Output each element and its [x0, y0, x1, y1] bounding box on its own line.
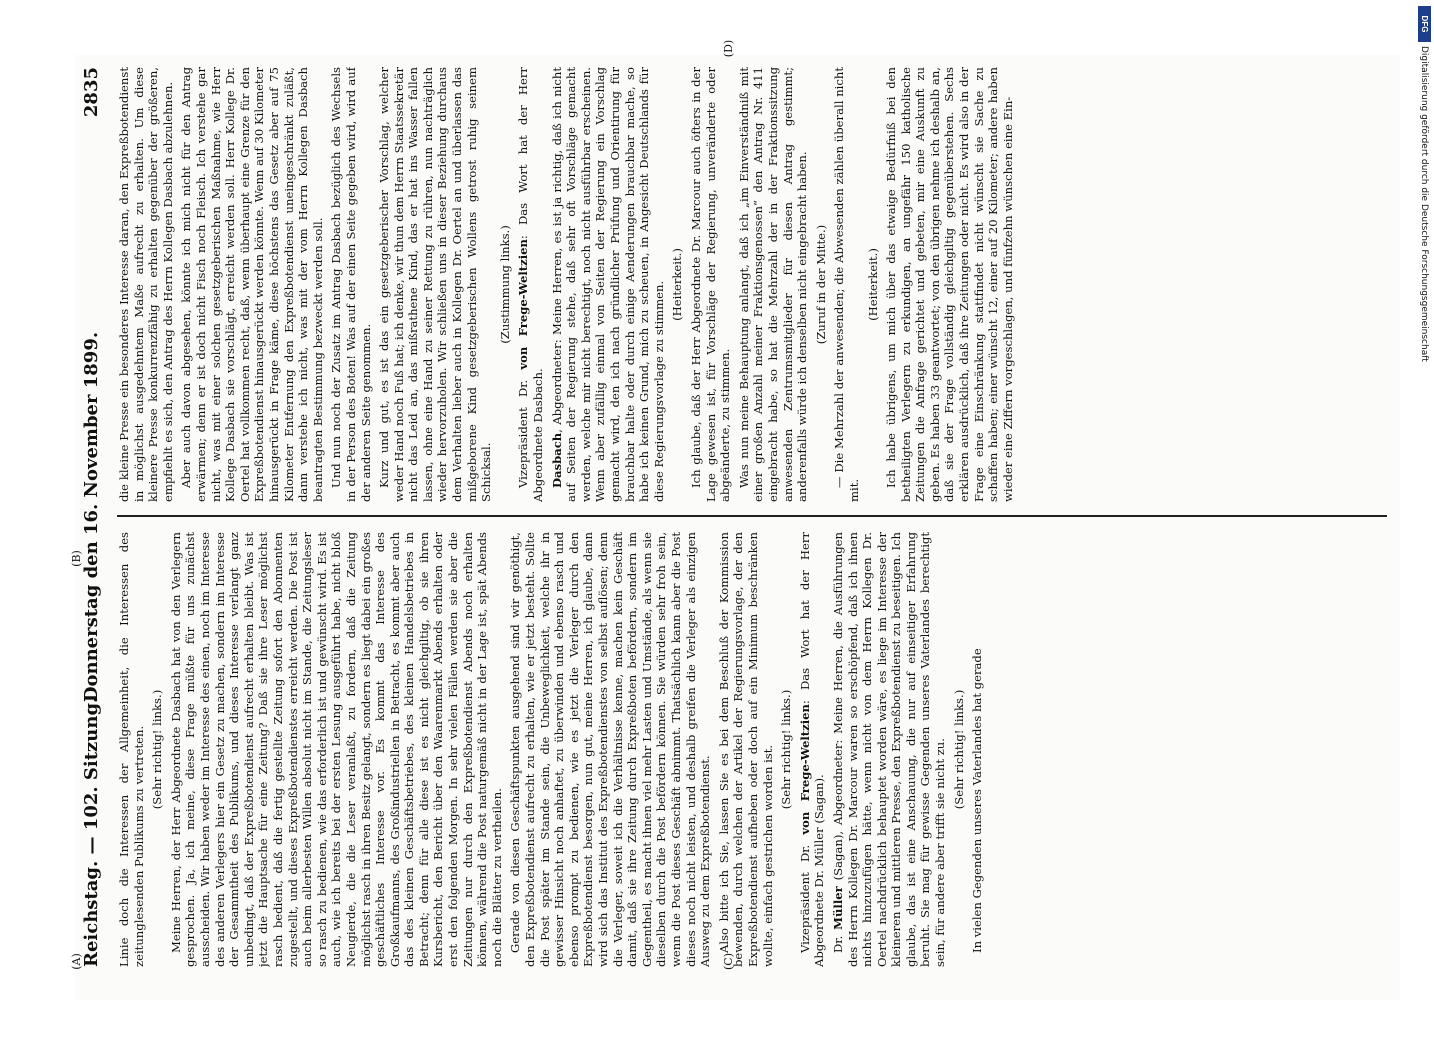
paragraph: (Zuruf in der Mitte.): [813, 224, 828, 345]
margin-marker-a: (A): [69, 953, 83, 970]
paragraph: Linie doch die Interessen der Allgemeinheit, die Interessen des zeitunglesenden Publikums zu vertreten.: [117, 532, 146, 967]
paragraph: (Sehr richtig! links.): [951, 689, 966, 810]
paragraph: (Heiterkeit.): [865, 248, 880, 321]
paragraph: Ich habe übrigens, um mich über das etwaige Bedürfniß bei den betheiligten Verlegern zu erkundigen, an ungefähr 150 katholische Zeitungen die Anfrage gerichtet und gebeten, mir eine Auskunft zu geben. Es haben 33 geantwortet; von den übrigen nehme ich deshalb an, daß sie der Frage vollständig gleichgiltig gegenüberstehen. Sechs erklären ausdrücklich, daß ihre Zeitungen oder nicht. Es wird also in der Frage eine Einschränkung stattfindet nicht wünscht sie Sache zu schaffen haben; einer wünscht 12, einer auf 20 Kilometer; andere haben wieder eine Ziffern vorgeschlagen, und fünfzehn wünschen eine Ein-: [884, 67, 1015, 502]
text-columns: [117, 67, 1387, 967]
paragraph: Also bitte ich Sie, lassen Sie es bei dem Beschluß der Kommission bewenden, durch welchen der Artikel der Regierungsvorlage, der den Expreßbotendienst aufheben oder doch auf ein Minimum beschränken wollte, einfach gestrichen worden ist.: [716, 532, 775, 967]
margin-marker-d: (D): [722, 39, 736, 58]
paragraph: Meine Herren, der Herr Abgeordnete Dasbach hat von den Verlegern gesprochen. Ja, ich meine, diese Frage müßte für uns zunächst ausscheiden. Wir haben weder im Interesse des einen, noch im Interesse des anderen Verlegers hier ein Gesetz zu machen, sondern im Interesse der Gesammtheit des Publikums, und dieses Interesse verlangt ganz unbedingt, daß der Expreßbotendienst aufrecht erhalten bleibt. Was ist jetzt die Hauptsache für eine Zeitung? Daß sie ihre Leser möglichst rasch bedient, daß die fertig gestellte Zeitung sofort den Abonnenten zugestellt, und dieses Expreßbotendienstes erreicht werden. Die Post ist auch beim allerbesten Willen absolut nicht im Stande, die Zeitungsleser so rasch zu bedienen, wie das erforderlich ist und gewünscht wird. Es ist auch, wie ich bereits bei der ersten Lesung ausgeführt habe, nicht bloß Neugierde, die die Leser veranlaßt, zu fordern, daß die Zeitung möglichst rasch in ihren Besitz gelangt, sondern es liegt dabei ein großes geschäftliches Interesse vor. Es kommt das Interesse des Großkaufmanns, des Großindustriellen in Betracht, es kommt aber auch das des kleinen Geschäftsbetriebes, des kleinen Handelsbetriebes in Betracht; denn für alle diese ist es nicht gleichgiltig, ob sie ihren Kursbericht, den Bericht über den Waarenmarkt Abends erhalten oder erst den folgenden Morgen. In sehr vielen Fällen werden sie aber die Zeitungen nur durch den Expreßbotendienst Abends noch erhalten können, während die Post naturgemäß nicht in der Lage ist, spät Abends noch die Blätter zu vertheilen.: [168, 532, 504, 967]
right-column: [117, 67, 1387, 502]
paragraph: Vizepräsident Dr. von Frege-Weltzien: Das Wort hat der Herr Abgeordnete Dasbach.: [516, 67, 546, 502]
paragraph: Kurz und gut, es ist das ein gesetzgeberischer Vorschlag, welcher weder Hand noch Fuß hat; ich denke, wir thun dem Herrn Staatssekretär nicht das Leid an, das mißrathene Kind, das er hat ins Wasser fallen lassen, ohne eine Hand zu seiner Rettung zu rühren, nun nachträglich wieder hervorzuholen. Wir schließen uns in dieser Beziehung durchaus dem Verhalten lieber auch in Kollegen Dr. Oertel an und überlassen das mißgeborene Kind gesetzgeberischen Wollens getrost ruhig seinem Schicksal.: [377, 67, 494, 502]
paragraph: die kleine Presse ein besonderes Interesse daran, den Expreßbotendienst in möglichst ausgedehntem Maße aufrecht zu erhalten. Um diese kleinere Presse konkurrenzfähig zu erhalten gegenüber der größeren, empfiehlt es sich, den Antrag des Herrn Kollegen Dasbach abzulehnen.: [117, 67, 175, 502]
header-date: Donnerstag den 16. November 1899.: [81, 331, 102, 703]
paragraph: Gerade von diesen Geschäftspunkten ausgehend sind wir genöthigt, den Expreßbotendienst aufrecht zu erhalten, wie er jetzt besteht. Sollte die Post später im Stande sein, die Unbeweglichkeit, welche ihr in gewisser Hinsicht noch anhaftet, zu überwinden und ebenso rasch und ebenso prompt zu bedienen, wie es jetzt die Verleger durch den Expreßbotendienst besorgen, nun gut, meine Herren, ich glaube, dann wird sich das Institut des Expreßbotendienstes von selbst auflösen; denn die Verleger, soweit ich die Verhältnisse kenne, machen kein Geschäft damit, daß sie ihre Zeitung durch Expreßboten befördern, sondern im Gegentheil, es macht ihnen viel mehr Lasten und Umstände, als wenn sie dieselben durch die Post befördern können. Sie würden sehr froh sein, wenn die Post dieses Geschäft abnimmt. Thatsächlich kann aber die Post dieses noch nicht leisten, und deshalb greifen die Verleger als einzigen Ausweg zu dem Expreßbotendienst.: [508, 532, 713, 967]
scanned-page: [75, 55, 1400, 1000]
page-number: 2835: [81, 67, 102, 118]
paragraph: Ich glaube, daß der Herr Abgeordnete Dr. Marcour auch öfters in der Lage gewesen ist, für Vorschläge der Regierung, unveränderte oder abgeänderte, zu stimmen.: [688, 67, 733, 502]
paragraph: In vielen Gegenden unseres Vaterlandes hat gerade: [970, 648, 985, 953]
paragraph: (Zustimmung links.): [497, 225, 512, 344]
paragraph: Vizepräsident Dr. von Frege-Weltzien: Das Wort hat der Herr Abgeordnete Dr. Müller (Sagan).: [797, 532, 827, 967]
paragraph: Dasbach, Abgeordneter: Meine Herren, es ist ja richtig, daß ich nicht auf Seiten der Regierung stehe, daß sehr oft Vorschläge gemacht werden, welche mir nicht berechtigt, noch nicht ausführbar erscheinen. Wenn aber zufällig einmal von Seiten der Regierung ein Vorschlag gemacht wird, den ich nach gründlicher Prüfung und Orientirung für brauchbar halte oder durch einige Aenderungen brauchbar mache, so habe ich keinen Grund, mich zu scheuen, in Angesicht Deutschlands für diese Regierungsvorlage zu stimmen.: [549, 67, 666, 502]
digitization-credit: Digitalisierung gefördert durch die Deutsche Forschungsgemeinschaft: [1419, 46, 1429, 362]
paragraph: (Sehr richtig! links.): [779, 689, 794, 810]
left-column: [117, 532, 1387, 967]
rotated-sheet: [75, 55, 1400, 985]
dfg-logo: DFG: [1418, 6, 1431, 42]
header-left: Reichstag. — 102. Sitzung.: [81, 696, 102, 967]
paragraph: Was nun meine Behauptung anlangt, daß ich „im Einverständniß mit einer großen Anzahl meiner Fraktionsgenossen“ den Antrag Nr. 411 eingebracht habe, so hat die Mehrzahl der in der Fraktionssitzung anwesenden Zentrumsmitglieder für diesen Antrag gestimmt; anderenfalls würde ich denselben nicht eingebracht haben.: [736, 67, 810, 502]
page-header: [75, 67, 115, 967]
paragraph: Dr. Müller (Sagan), Abgeordneter: Meine Herren, die Ausführungen des Herrn Kollegen Dr. Marcour waren so erschöpfend, daß ich ihnen nichts hinzuzufügen hätte, wenn nicht von dem Herrn Kollegen Dr. Oertel nachdrücklich behauptet worden wäre, es liege im Interesse der kleineren und mittleren Presse, den Expreßbotendienst zu beseitigen. Ich glaube, das ist eine Anschauung, die nur auf einseitiger Erfahrung beruht. Sie mag für gewisse Gegenden unseres Vaterlandes berechtigt sein, für andere aber trifft sie nicht zu.: [830, 532, 948, 967]
margin-marker-c: (C): [722, 953, 735, 970]
paragraph: Aber auch davon abgesehen, könnte ich mich nicht für den Antrag erwärmen; denn er ist doch nicht Fisch noch Fleisch. Ich verstehe gar nicht, was mit einer solchen gesetzgeberischen Maßnahme, wie Herr Kollege Dasbach sie vorschlägt, erreicht werden soll. Herr Kollege Dr. Oertel hat vollkommen recht, daß, wenn überhaupt eine Grenze für den Expreßbotendienst hinausgerückt werden könnte. Wenn auf 30 Kilometer hinausgerückt in Frage käme, diese höchstens das Gesetz aber auf 75 Kilometer Entfernung den Expreßbotendienst uneingeschränkt zuläßt, dann verstehe ich nicht, was mit der vom Herrn Kollegen Dasbach beantragten Bestimmung bezweckt werden soll.: [179, 67, 325, 502]
paragraph: (Heiterkeit.): [670, 248, 685, 321]
margin-marker-b: (B): [69, 550, 83, 567]
paragraph: Und nun noch der Zusatz im Antrag Dasbach bezüglich des Wechsels in der Person des Boten! Was auf der einen Seite gegeben wird, wird auf der anderen Seite genommen.: [329, 67, 373, 502]
column-divider: [117, 515, 1387, 517]
paragraph: — Die Mehrzahl der anwesenden; die Abwesenden zählen überall nicht mit.: [832, 67, 861, 502]
paragraph: (Sehr richtig! links.): [150, 689, 165, 810]
